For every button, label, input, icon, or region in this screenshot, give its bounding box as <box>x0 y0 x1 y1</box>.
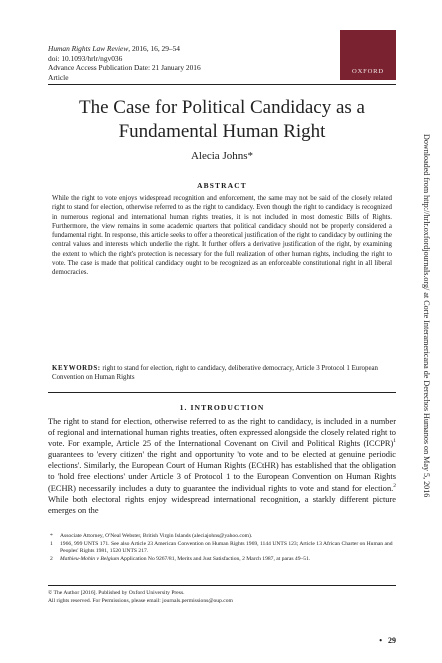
copyright-rule <box>48 585 396 586</box>
header-rule <box>48 84 396 85</box>
page-bullet: • <box>379 636 382 645</box>
footnote-mark: * <box>50 533 53 539</box>
download-note: Downloaded from http://hrlr.oxfordjournals.org/ at Corte Interamericana de Derechos Humanos on May 5, 2016 <box>422 134 431 498</box>
oxford-logo-text: OXFORD <box>352 68 384 75</box>
intro-text-part-1: The right to stand for election, otherwise referred to as the right to candidacy, is included in a number of regional and international human rights treaties, often expressed alongside the closely related right to vote. For example, Article 25 of the International Covenant on Civil and Political Rights (ICCPR) <box>48 417 396 449</box>
footnote-ref-1[interactable]: 1 <box>393 438 396 445</box>
intro-text-part-2: guarantees to 'every citizen' the right and opportunity 'to vote and to be elected at genuine periodic elections'. Similarly, the European Court of Human Rights (ECtHR) has established that the obligation to 'hold free elections' under Article 3 of Protocol 1 to the European Convention on Human Rights (ECHR) necessarily includes a duty to guarantee the individual rights to vote and stand for election. <box>48 450 396 493</box>
keywords-list: right to stand for election, right to candidacy, deliberative democracy, Article 3 Protocol 1 European Convention on Human Rights <box>52 365 378 382</box>
article-title <box>40 96 404 144</box>
article-type: Article <box>48 72 69 82</box>
abstract-heading: ABSTRACT <box>197 181 247 190</box>
introduction-text <box>48 416 396 516</box>
author: Alecia Johns <box>190 150 248 162</box>
footnote-2 <box>48 556 396 564</box>
footnote-mark: 1 <box>50 540 53 547</box>
journal-volume: , 2016, 16, 29–54 <box>128 44 180 53</box>
footnotes <box>48 533 396 563</box>
journal-name: Human Rights Law Review <box>48 44 129 53</box>
footnote-author <box>48 533 396 541</box>
keywords <box>52 364 392 383</box>
author-name <box>40 150 404 162</box>
footnote-text: Application No 9267/81, Merits and Just Satisfaction, 2 March 1987, at paras 49–51. <box>119 555 311 562</box>
page-number-value: 29 <box>388 636 396 645</box>
footnote-ref-2[interactable]: 2 <box>393 482 396 489</box>
copyright-line-1: © The Author [2016]. Published by Oxford University Press. <box>48 590 185 596</box>
journal-citation <box>48 44 308 54</box>
page-number <box>350 636 396 645</box>
oxford-logo <box>340 30 396 80</box>
footnote-text: Associate Attorney, O'Neal Webster, British Virgin Islands (aleciajohns@yahoo.com). <box>60 533 253 539</box>
keywords-label: KEYWORDS: <box>52 365 101 372</box>
case-name: Mathieu-Mohin v Belgium <box>60 555 120 562</box>
copyright <box>48 590 396 605</box>
intro-text-part-3: While both electoral rights enjoy widespread international recognition, a starkly different picture emerges on the <box>48 494 396 515</box>
title-line-1: The Case for Political Candidacy as a <box>79 97 365 118</box>
abstract-text: While the right to vote enjoys widespread recognition and enforcement, the same may not be said of the closely related right to stand for election, otherwise referred to as the right to candidacy. Even though the right to candidacy is recognized in numerous regional and international human rights treaties, it is not included in most domestic Bills of Rights. Furthermore, the view remains in some academic quarters that political candidacy should not be properly considered a fundamental right. In response, this article seeks to offer a theoretical justification of the right to candidacy by outlining the central values and interests which underlie the right. It further offers a derivative justification of the right, by examining the extent to which the right's protection is necessary for the full realization of other human rights, including the right to vote. The case is made that political candidacy ought to be recognized as an enforceable constitutional right in all liberal democracies. <box>52 195 392 276</box>
abstract-rule <box>48 392 396 393</box>
author-footnote-mark: * <box>247 150 253 162</box>
footnote-1 <box>48 541 396 556</box>
copyright-line-2: All rights reserved. For Permissions, please email: journals.permissions@oup.com <box>48 597 233 604</box>
footnote-mark: 2 <box>50 555 53 562</box>
title-line-2: Fundamental Human Right <box>118 121 326 142</box>
section-heading: 1. INTRODUCTION <box>179 403 265 412</box>
footnote-text: 1966, 999 UNTS 171. See also Article 23 American Convention on Human Rights 1969, 1144 UNTS 123; Article 13 African Charter on Human and Peoples' Rights 1981, 1520 UNTS 217. <box>60 540 393 555</box>
publication-date: Advance Access Publication Date: 21 January 2016 <box>48 63 201 73</box>
journal-header <box>48 44 308 82</box>
doi: doi: 10.1093/hrlr/ngv036 <box>48 53 123 63</box>
